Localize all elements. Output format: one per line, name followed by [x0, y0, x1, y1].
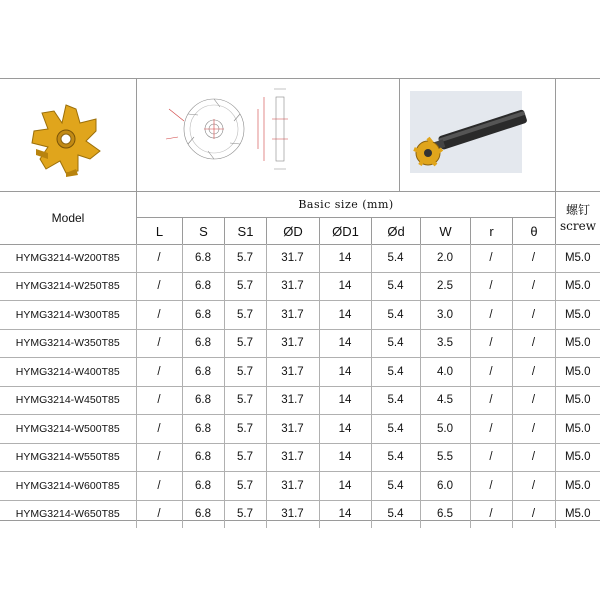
- D-cell: 31.7: [266, 329, 319, 358]
- theta-cell: /: [512, 272, 555, 301]
- D-cell: 31.7: [266, 386, 319, 415]
- S1-cell: 5.7: [224, 358, 266, 387]
- model-cell: HYMG3214-W350T85: [0, 329, 136, 358]
- theta-cell: /: [512, 386, 555, 415]
- D-cell: 31.7: [266, 301, 319, 330]
- D1-cell: 14: [319, 500, 371, 528]
- D1-cell: 14: [319, 472, 371, 501]
- r-cell: /: [470, 244, 512, 272]
- W-cell: 6.0: [420, 472, 470, 501]
- basic-size-header: Basic size (mm): [298, 198, 394, 211]
- L-cell: /: [136, 329, 182, 358]
- r-cell: /: [470, 443, 512, 472]
- theta-cell: /: [512, 500, 555, 528]
- W-cell: 2.0: [420, 244, 470, 272]
- screw-cell: M5.0: [555, 329, 600, 358]
- D-cell: 31.7: [266, 500, 319, 528]
- S1-cell: 5.7: [224, 415, 266, 444]
- screw-cell: M5.0: [555, 443, 600, 472]
- model-cell: HYMG3214-W600T85: [0, 472, 136, 501]
- W-cell: 5.0: [420, 415, 470, 444]
- theta-cell: /: [512, 329, 555, 358]
- screw-cell: M5.0: [555, 415, 600, 444]
- six-tooth-insert-image: [0, 79, 136, 191]
- d-cell: 5.4: [371, 272, 420, 301]
- screw-cell: M5.0: [555, 472, 600, 501]
- table-row: [0, 472, 600, 501]
- drawing-image: [137, 79, 399, 191]
- col-header-D1: ØD1: [332, 223, 359, 239]
- spec-table-body: [0, 244, 600, 528]
- screw-label-cn: 螺钉: [565, 203, 590, 217]
- d-cell: 5.4: [371, 244, 420, 272]
- d-cell: 5.4: [371, 415, 420, 444]
- table-row: [0, 443, 600, 472]
- L-cell: /: [136, 415, 182, 444]
- S-cell: 6.8: [182, 244, 224, 272]
- screw-label-en: screw: [560, 219, 596, 233]
- S1-cell: 5.7: [224, 500, 266, 528]
- screw-cell: M5.0: [555, 386, 600, 415]
- col-header-W: W: [439, 223, 452, 239]
- L-cell: /: [136, 244, 182, 272]
- screw-cell: M5.0: [555, 272, 600, 301]
- theta-cell: /: [512, 301, 555, 330]
- tool-holder-image: [400, 79, 555, 191]
- model-header: Model: [51, 211, 85, 225]
- theta-cell: /: [512, 244, 555, 272]
- S1-cell: 5.7: [224, 386, 266, 415]
- W-cell: 4.5: [420, 386, 470, 415]
- col-header-L: L: [155, 223, 164, 239]
- model-cell: HYMG3214-W650T85: [15, 508, 120, 521]
- L-cell: /: [136, 301, 182, 330]
- model-cell: HYMG3214-W250T85: [0, 272, 136, 301]
- table-row: [0, 386, 600, 415]
- D-cell: 31.7: [266, 472, 319, 501]
- S-cell: 6.8: [182, 386, 224, 415]
- L-cell: /: [136, 472, 182, 501]
- D1-cell: 14: [319, 415, 371, 444]
- technical-drawing: [137, 79, 399, 191]
- table-row: [0, 244, 600, 272]
- D1-cell: 14: [319, 244, 371, 272]
- screw-header: [556, 192, 600, 244]
- col-header-theta: θ: [530, 223, 538, 239]
- D-cell: 31.7: [266, 358, 319, 387]
- S-cell: 6.8: [182, 415, 224, 444]
- S1-cell: 5.7: [224, 272, 266, 301]
- L-cell: /: [136, 386, 182, 415]
- D-cell: 31.7: [266, 244, 319, 272]
- col-header-S: S: [199, 223, 208, 239]
- col-header-S1: S1: [237, 223, 254, 239]
- D1-cell: 14: [319, 358, 371, 387]
- W-cell: 3.0: [420, 301, 470, 330]
- L-cell: /: [136, 358, 182, 387]
- theta-cell: /: [512, 443, 555, 472]
- d-cell: 5.4: [371, 386, 420, 415]
- D1-cell: 14: [319, 386, 371, 415]
- D1-cell: 14: [319, 443, 371, 472]
- d-cell: 5.4: [371, 329, 420, 358]
- S-cell: 6.8: [182, 301, 224, 330]
- D-cell: 31.7: [266, 415, 319, 444]
- screw-cell: M5.0: [555, 500, 600, 528]
- S1-cell: 5.7: [224, 472, 266, 501]
- spec-rows: [0, 244, 600, 528]
- table-row: [0, 358, 600, 387]
- W-cell: 6.5: [420, 500, 470, 528]
- L-cell: /: [136, 500, 182, 528]
- L-cell: /: [136, 443, 182, 472]
- W-cell: 5.5: [420, 443, 470, 472]
- D-cell: 31.7: [266, 272, 319, 301]
- model-cell: HYMG3214-W300T85: [0, 301, 136, 330]
- r-cell: /: [470, 358, 512, 387]
- table-row: [0, 329, 600, 358]
- D1-cell: 14: [319, 272, 371, 301]
- L-cell: /: [136, 272, 182, 301]
- screw-cell: M5.0: [555, 244, 600, 272]
- col-header-D: ØD: [283, 223, 303, 239]
- table-row: [0, 500, 600, 528]
- model-cell: HYMG3214-W500T85: [0, 415, 136, 444]
- insert-photo: [0, 79, 136, 191]
- theta-cell: /: [512, 415, 555, 444]
- screw-cell: M5.0: [555, 358, 600, 387]
- r-cell: /: [470, 386, 512, 415]
- S-cell: 6.8: [182, 500, 224, 528]
- screw-cell: M5.0: [555, 301, 600, 330]
- theta-cell: /: [512, 472, 555, 501]
- r-cell: /: [470, 415, 512, 444]
- S-cell: 6.8: [182, 443, 224, 472]
- r-cell: /: [470, 472, 512, 501]
- W-cell: 4.0: [420, 358, 470, 387]
- table-row: [0, 272, 600, 301]
- col-header-d: Ød: [387, 223, 405, 239]
- tool-holder-render: [400, 79, 555, 191]
- model-cell: HYMG3214-W200T85: [0, 244, 136, 272]
- S1-cell: 5.7: [224, 443, 266, 472]
- r-cell: /: [470, 272, 512, 301]
- D1-cell: 14: [319, 329, 371, 358]
- S1-cell: 5.7: [224, 301, 266, 330]
- table-row: [0, 301, 600, 330]
- d-cell: 5.4: [371, 358, 420, 387]
- model-cell: HYMG3214-W550T85: [0, 443, 136, 472]
- table-row: [0, 415, 600, 444]
- col-header-r: r: [489, 223, 494, 239]
- S-cell: 6.8: [182, 329, 224, 358]
- W-cell: 3.5: [420, 329, 470, 358]
- d-cell: 5.4: [371, 472, 420, 501]
- theta-cell: /: [512, 358, 555, 387]
- d-cell: 5.4: [371, 301, 420, 330]
- D1-cell: 14: [319, 301, 371, 330]
- S-cell: 6.8: [182, 272, 224, 301]
- W-cell: 2.5: [420, 272, 470, 301]
- D-cell: 31.7: [266, 443, 319, 472]
- r-cell: /: [470, 500, 512, 528]
- d-cell: 5.4: [371, 500, 420, 528]
- S-cell: 6.8: [182, 358, 224, 387]
- model-cell: HYMG3214-W450T85: [0, 386, 136, 415]
- S1-cell: 5.7: [224, 244, 266, 272]
- r-cell: /: [470, 329, 512, 358]
- d-cell: 5.4: [371, 443, 420, 472]
- model-cell: HYMG3214-W400T85: [0, 358, 136, 387]
- r-cell: /: [470, 301, 512, 330]
- S1-cell: 5.7: [224, 329, 266, 358]
- S-cell: 6.8: [182, 472, 224, 501]
